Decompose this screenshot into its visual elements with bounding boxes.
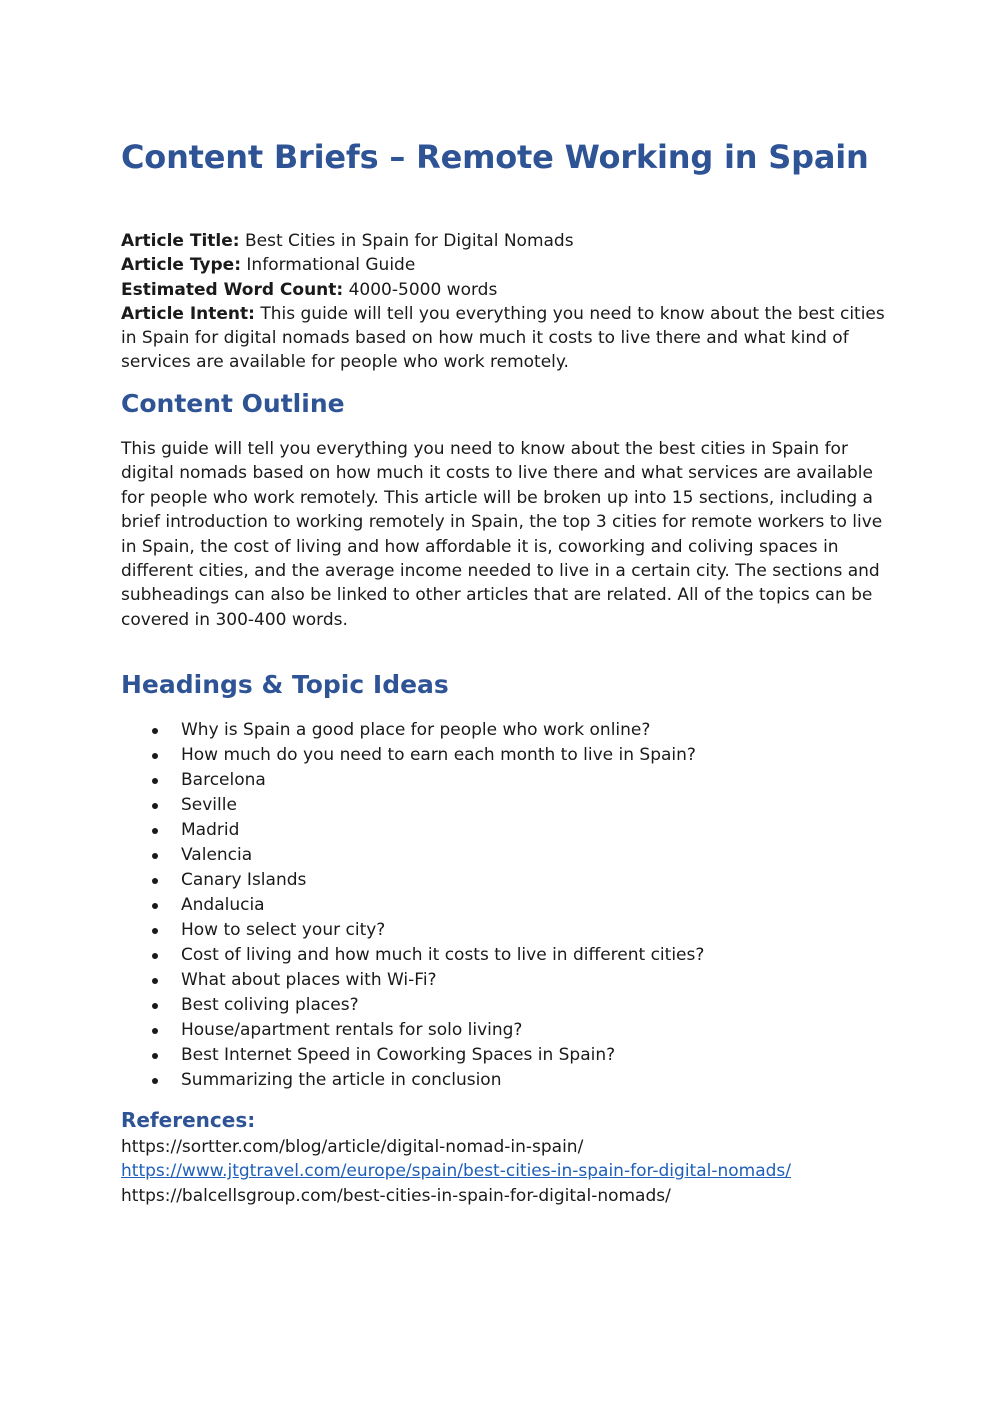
- article-title-label: Article Title:: [121, 231, 240, 251]
- bullet-icon: [152, 728, 158, 734]
- bullet-icon: [152, 953, 158, 959]
- list-item: [121, 868, 704, 893]
- word-count-label: Estimated Word Count:: [121, 279, 344, 300]
- list-item: [121, 1043, 704, 1068]
- bullet-icon: [152, 1053, 158, 1059]
- bullet-icon: [152, 878, 158, 884]
- bullet-icon: [152, 978, 158, 984]
- topic-text: Barcelona: [181, 770, 266, 790]
- article-intent-label: Article Intent:: [121, 303, 255, 324]
- references-list: [121, 1135, 791, 1208]
- article-type-line: [121, 253, 891, 277]
- list-item: [121, 718, 704, 743]
- list-item: [121, 843, 704, 868]
- bullet-icon: [152, 1078, 158, 1084]
- list-item: [121, 793, 704, 818]
- topic-text: Andalucia: [181, 895, 265, 915]
- bullet-icon: [152, 753, 158, 759]
- article-intent-value: This guide will tell you everything you need to know about the best cities in Spain for digital nomads based on how much it costs to live there and what kind of services are available for people who work remotely.: [121, 303, 885, 373]
- topic-text: Summarizing the article in conclusion: [181, 1070, 502, 1090]
- list-item: [121, 943, 704, 968]
- list-item: [121, 768, 704, 793]
- list-item: [121, 1068, 704, 1093]
- bullet-icon: [152, 853, 158, 859]
- topic-text: How to select your city?: [181, 920, 386, 940]
- reference-link-jtgtravel[interactable]: https://www.jtgtravel.com/europe/spain/best-cities-in-spain-for-digital-nomads/: [121, 1161, 792, 1182]
- bullet-icon: [152, 903, 158, 909]
- topic-text: Valencia: [181, 845, 253, 865]
- list-item: [121, 993, 704, 1018]
- article-type-label: Article Type:: [121, 255, 242, 276]
- bullet-icon: [152, 803, 158, 809]
- topic-text: Best Internet Speed in Coworking Spaces in Spain?: [181, 1045, 616, 1065]
- list-item: [121, 918, 704, 943]
- bullet-icon: [152, 1003, 158, 1009]
- list-item: [121, 1018, 704, 1043]
- topic-text: Cost of living and how much it costs to live in different cities?: [181, 945, 705, 965]
- bullet-icon: [152, 1028, 158, 1034]
- list-item: [121, 893, 704, 918]
- topics-heading: Headings & Topic Ideas: [121, 670, 449, 699]
- bullet-icon: [152, 778, 158, 784]
- topics-list: [121, 718, 704, 1093]
- reference-url-sortter: https://sortter.com/blog/article/digital-nomad-in-spain/: [121, 1137, 584, 1157]
- reference-url-balcells: https://balcellsgroup.com/best-cities-in-spain-for-digital-nomads/: [121, 1185, 671, 1206]
- topic-text: Madrid: [181, 820, 240, 840]
- article-type-value: Informational Guide: [241, 255, 416, 276]
- list-item: [121, 818, 704, 843]
- topic-text: Canary Islands: [181, 870, 307, 890]
- topic-text: Why is Spain a good place for people who work online?: [181, 720, 651, 740]
- article-intent-line: [121, 302, 891, 375]
- article-meta: [121, 229, 891, 375]
- word-count-value: 4000-5000 words: [343, 279, 498, 300]
- article-title-value: Best Cities in Spain for Digital Nomads: [239, 231, 574, 251]
- topic-text: How much do you need to earn each month to live in Spain?: [181, 745, 696, 765]
- bullet-icon: [152, 828, 158, 834]
- content-outline-heading: Content Outline: [121, 389, 345, 418]
- topic-text: Best coliving places?: [181, 995, 359, 1015]
- topic-text: What about places with Wi-Fi?: [181, 970, 437, 990]
- list-item: [121, 743, 704, 768]
- article-title-line: [121, 229, 891, 253]
- word-count-line: [121, 278, 891, 302]
- topic-text: Seville: [181, 795, 237, 815]
- topic-text: House/apartment rentals for solo living?: [181, 1020, 523, 1040]
- bullet-icon: [152, 928, 158, 934]
- content-outline-body: This guide will tell you everything you need to know about the best cities in Spain for digital nomads based on how much it costs to live there and what services are available for people who work remotely. This article will be broken up into 15 sections, including a brief introduction to working remotely in Spain, the top 3 cities for remote workers to live in Spain, the cost of living and how affordable it is, coworking and coliving spaces in different cities, and the average income needed to live in a certain city. The sections and subheadings can also be linked to other articles that are related. All of the topics can be covered in 300-400 words.: [121, 439, 883, 630]
- references-heading: References:: [121, 1108, 256, 1132]
- document-title: Content Briefs – Remote Working in Spain: [121, 138, 869, 176]
- list-item: [121, 968, 704, 993]
